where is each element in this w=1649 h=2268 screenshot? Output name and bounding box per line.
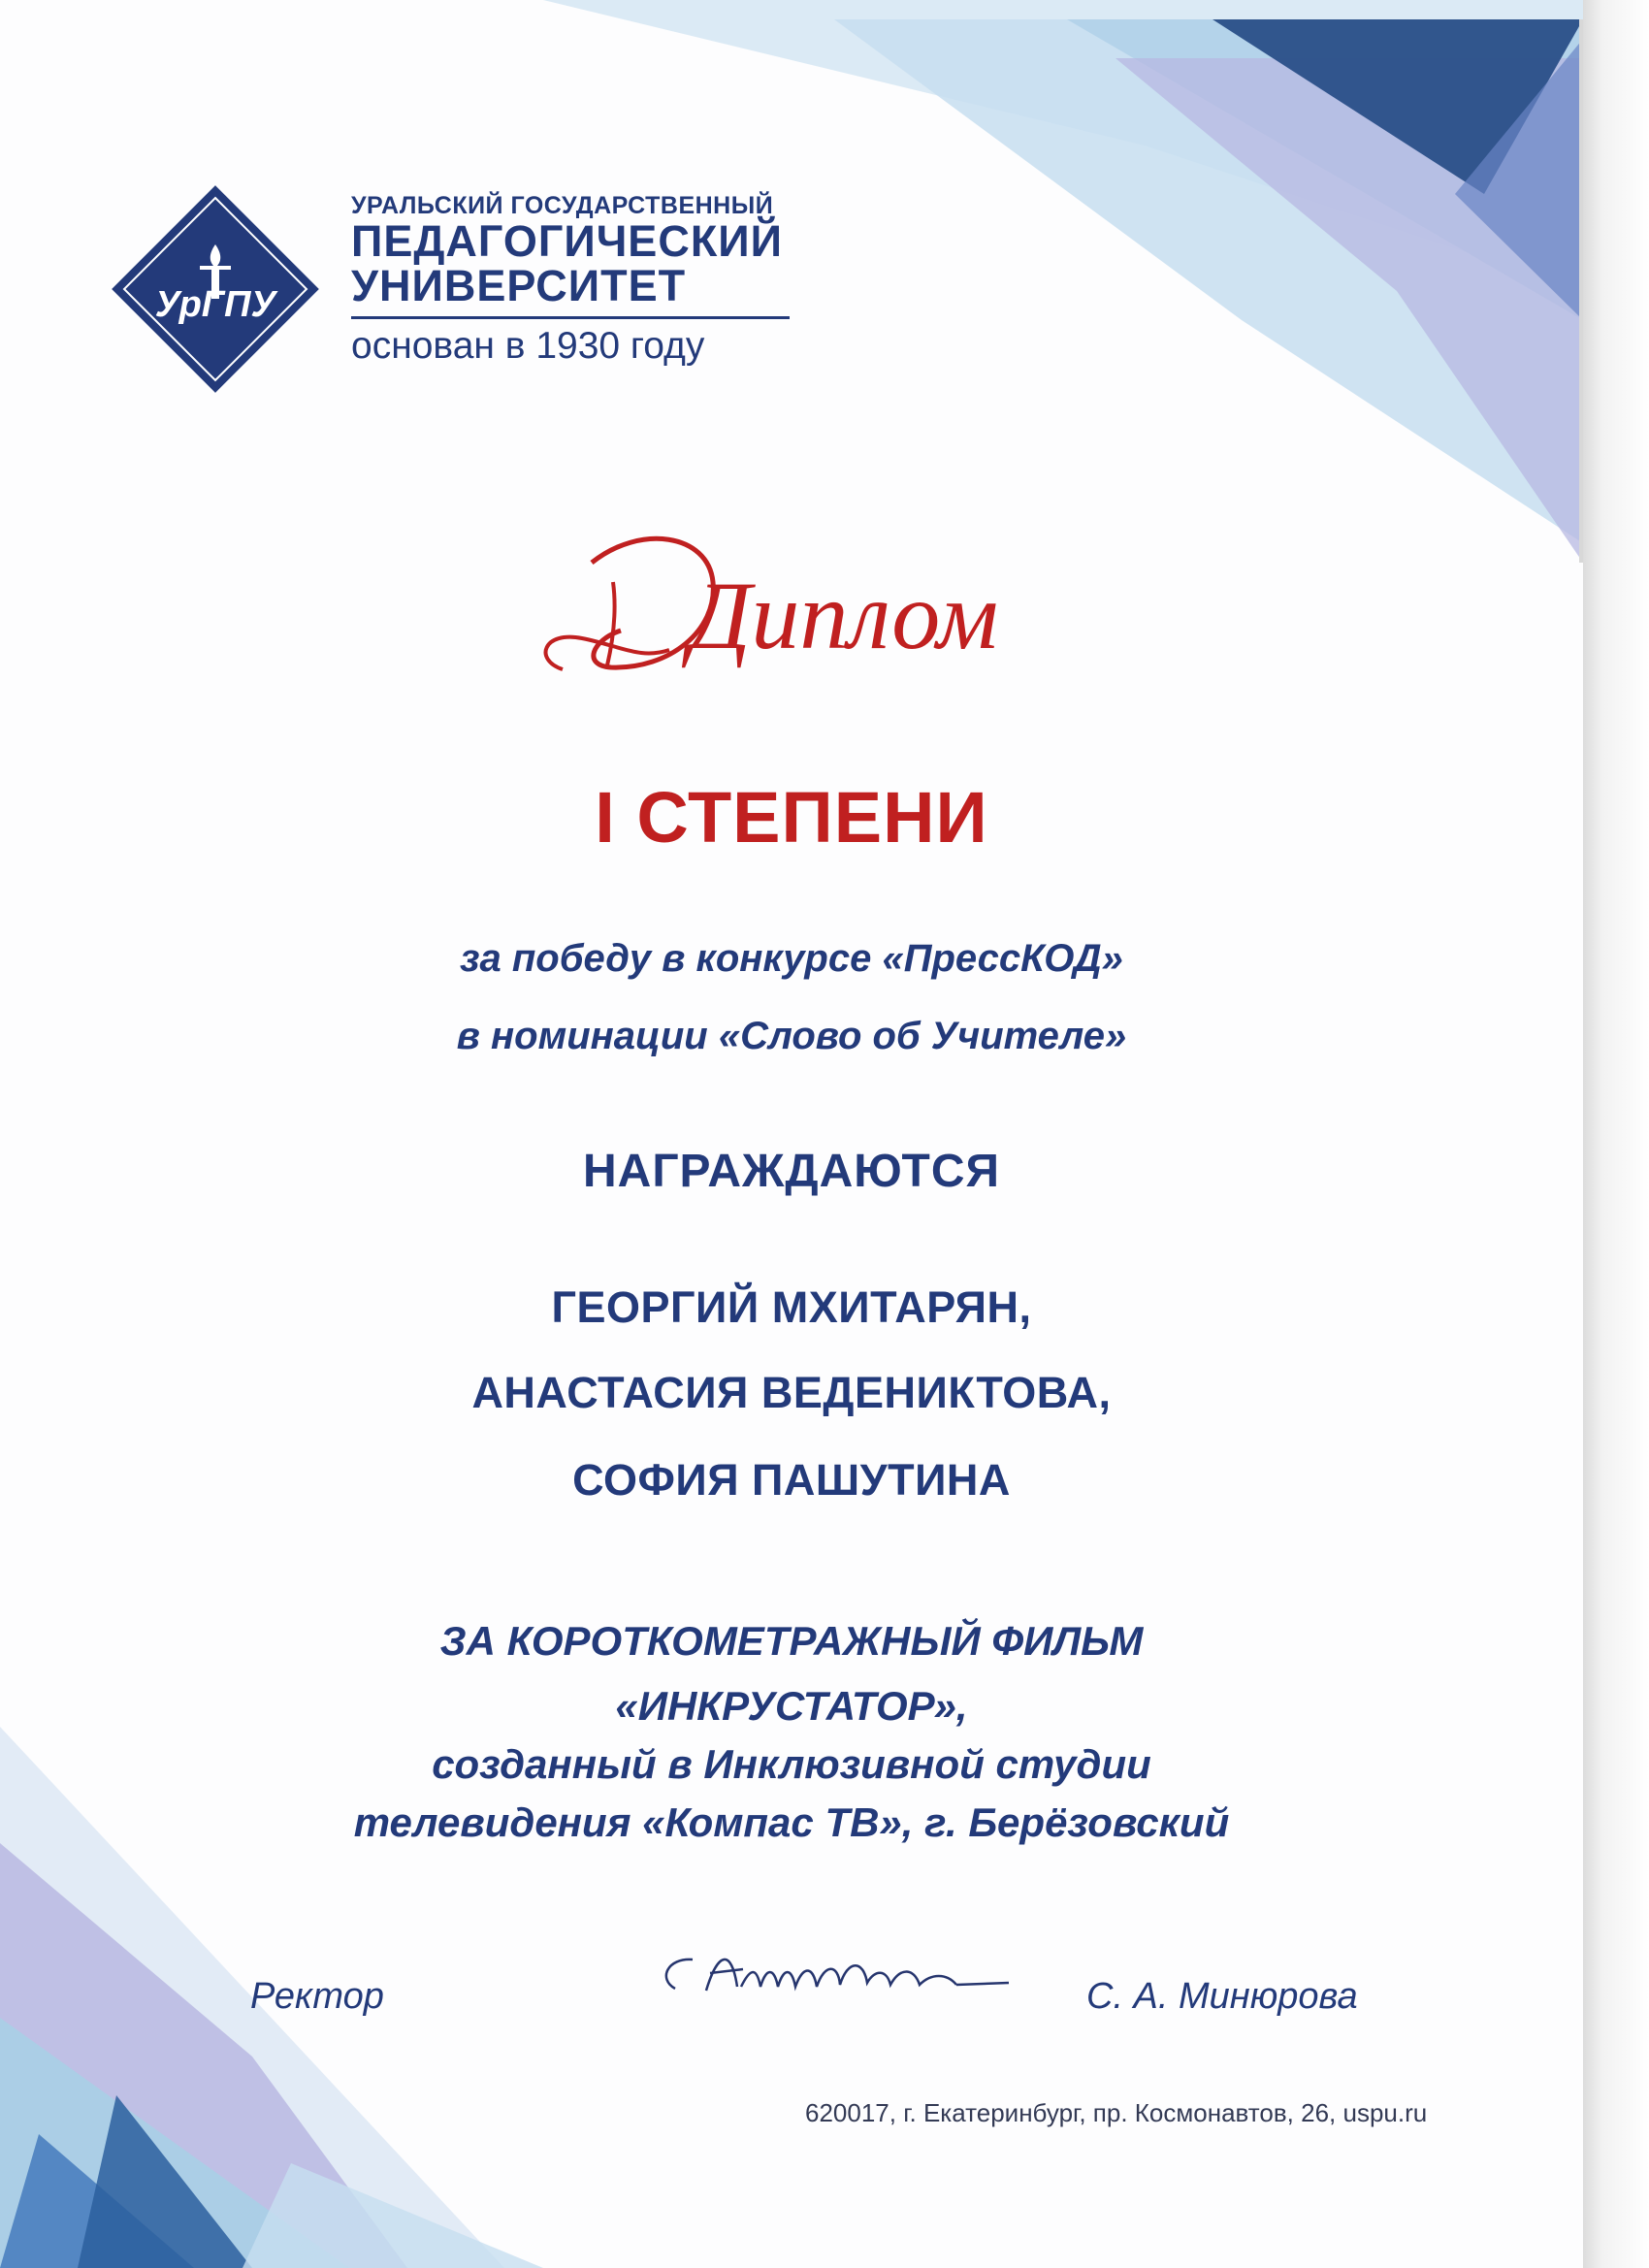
diploma-degree: I СТЕПЕНИ [595, 777, 988, 858]
university-name [351, 192, 797, 368]
university-founded: основан в 1930 году [351, 325, 705, 367]
awarded-heading: НАГРАЖДАЮТСЯ [582, 1146, 1001, 1197]
university-line2: ПЕДАГОГИЧЕСКИЙ [351, 216, 783, 266]
logo-text: УрГПУ [154, 284, 276, 325]
work-line4: телевидения «Компас ТВ», г. Берёзовский [353, 1799, 1230, 1845]
work-line2: «ИНКРУСТАТОР», [615, 1683, 968, 1729]
recipient-name: СОФИЯ ПАШУТИНА [572, 1455, 1011, 1505]
signer-name: С. А. Минюрова [1086, 1976, 1358, 2017]
university-logo [111, 184, 320, 394]
reason-line2: в номинации «Слово об Учителе» [456, 1015, 1127, 1057]
university-divider [351, 316, 790, 319]
handwritten-signature [648, 1930, 1026, 2008]
university-line3: УНИВЕРСИТЕТ [351, 261, 687, 310]
footer-address: 620017, г. Екатеринбург, пр. Космонавтов, 26, uspu.ru [805, 2098, 1428, 2127]
diploma-title [524, 524, 1067, 689]
scan-margin [1583, 0, 1649, 2268]
work-line3: созданный в Инклюзивной студии [432, 1741, 1151, 1787]
reason-line1: за победу в конкурсе «ПрессКОД» [460, 937, 1123, 980]
recipient-name: ГЕОРГИЙ МХИТАРЯН, [551, 1282, 1032, 1332]
work-line1: ЗА КОРОТКОМЕТРАЖНЫЙ ФИЛЬМ [439, 1618, 1144, 1664]
recipient-name: АНАСТАСИЯ ВЕДЕНИКТОВА, [471, 1368, 1112, 1417]
signer-position: Ректор [250, 1976, 384, 2017]
diploma-title-text: Диплом [689, 562, 999, 669]
university-line1: УРАЛЬСКИЙ ГОСУДАРСТВЕННЫЙ [351, 192, 774, 219]
